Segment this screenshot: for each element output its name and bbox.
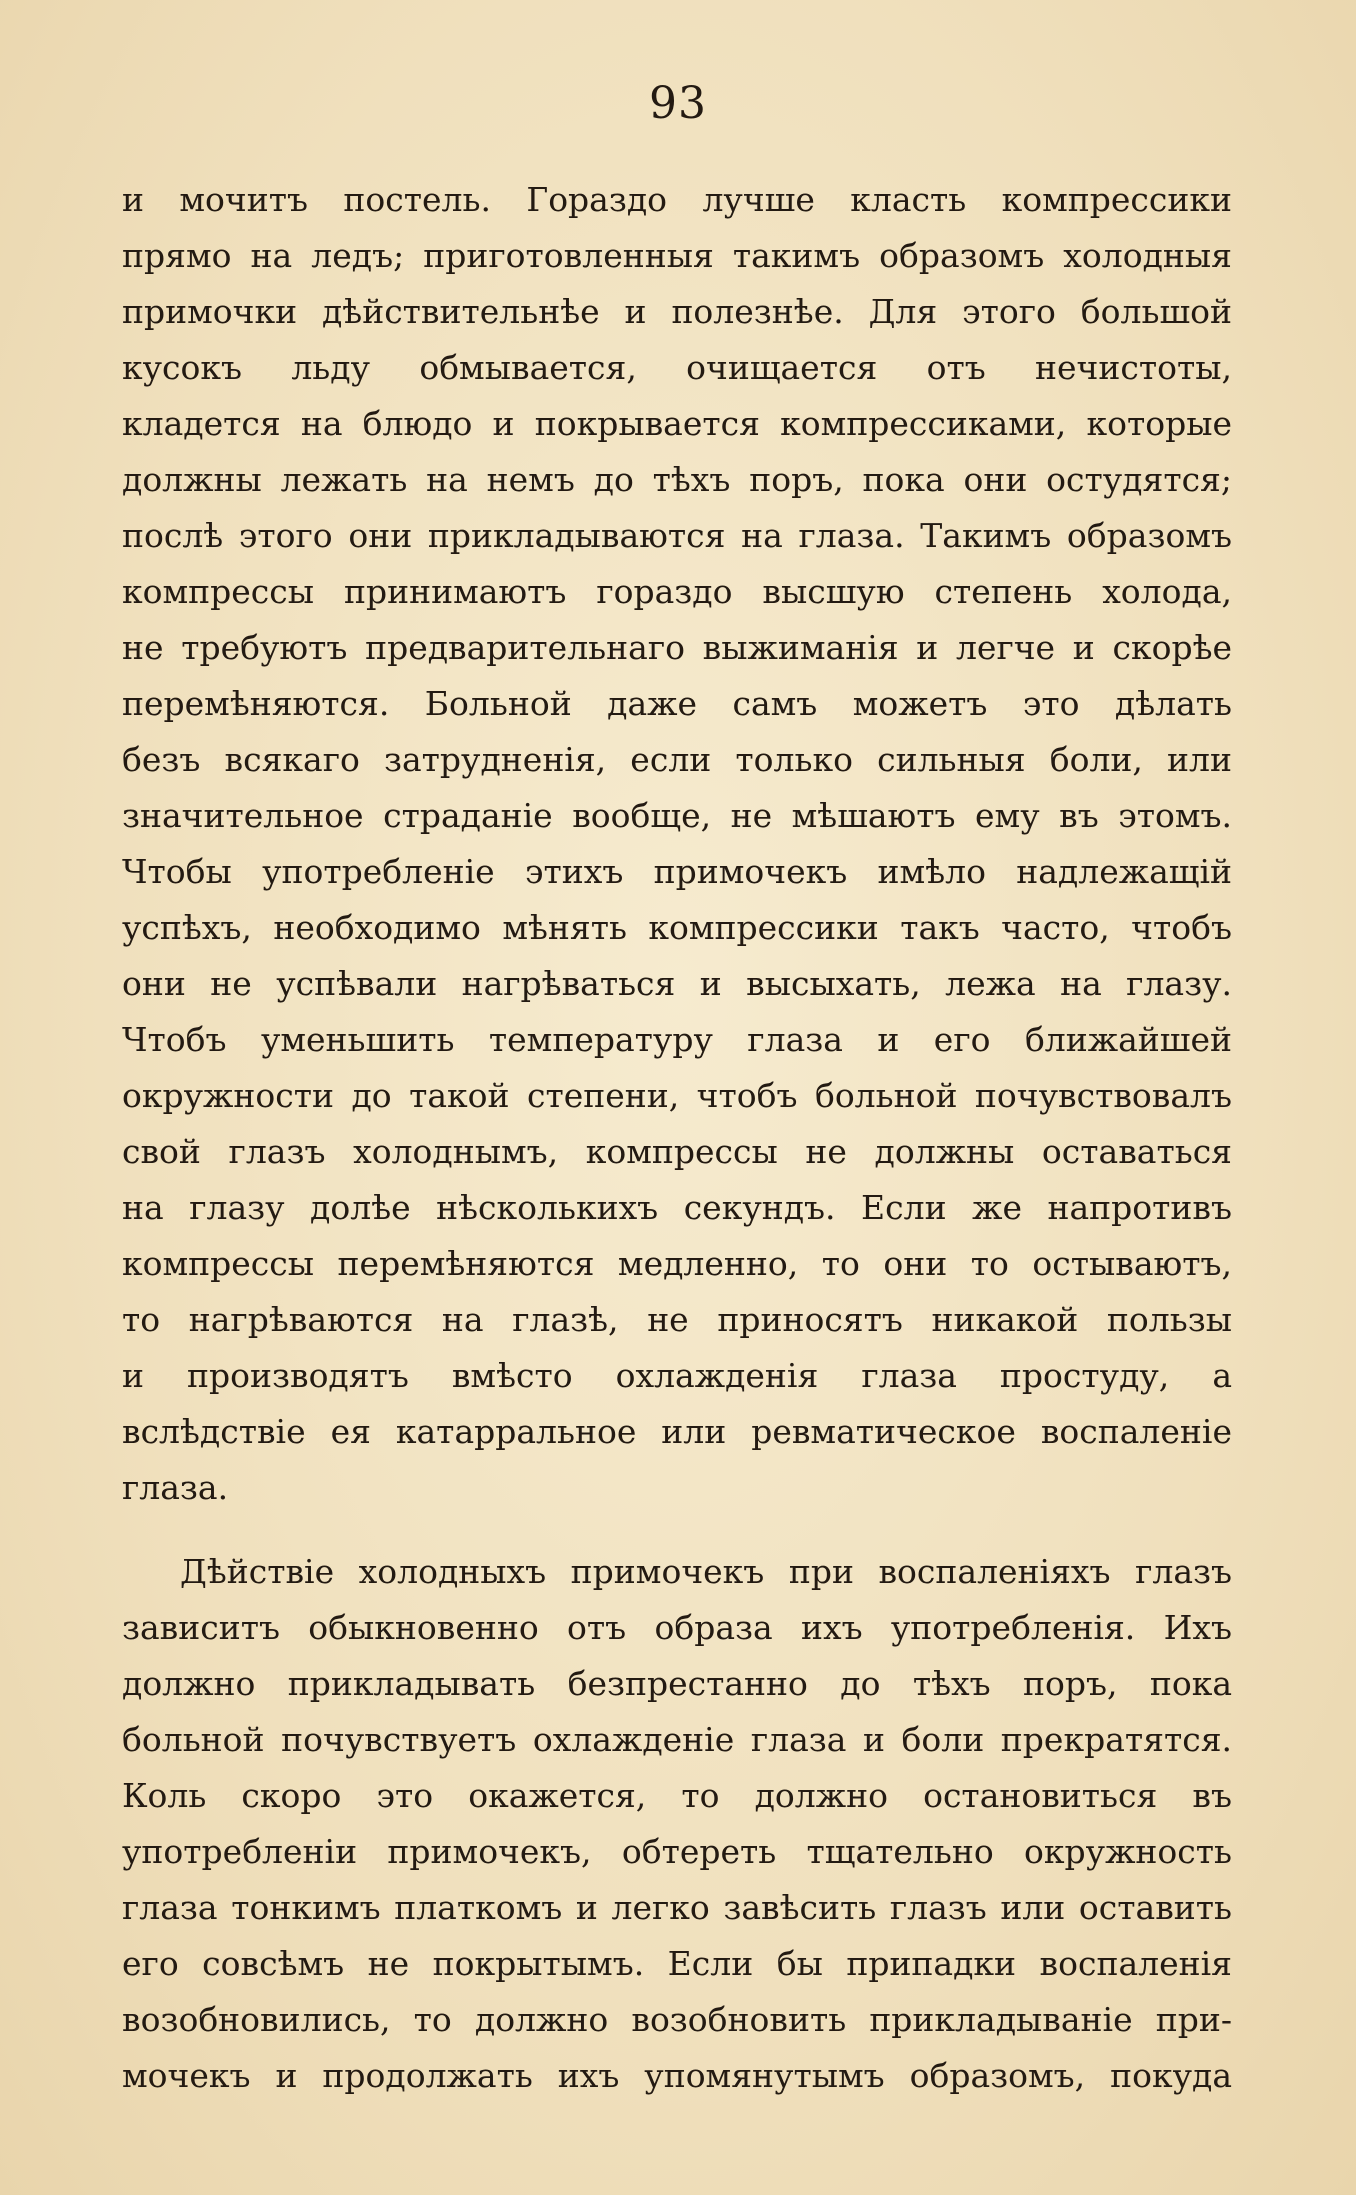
text-line: послѣ этого они прикладываются на глаза. Такимъ образомъ [122, 516, 1232, 555]
text-line: примочки дѣйствительнѣе и полезнѣе. Для этого большой [122, 292, 1232, 331]
text-line: компрессы принимаютъ гораздо высшую степень холода, [122, 572, 1232, 611]
text-line: прямо на ледъ; приготовленныя такимъ образомъ холодныя [122, 236, 1232, 275]
text-line: компрессы перемѣняются медленно, то они то остываютъ, [122, 1244, 1232, 1283]
text-line: употребленіи примочекъ, обтереть тщательно окружность [122, 1832, 1232, 1871]
text-line: безъ всякаго затрудненія, если только сильныя боли, или [122, 740, 1232, 779]
paragraph-2 [122, 1544, 1232, 2104]
paragraph-1 [122, 172, 1232, 1516]
text-line: возобновились, то должно возобновить прикладываніе при- [122, 2000, 1232, 2039]
text-line: перемѣняются. Больной даже самъ можетъ это дѣлать [122, 684, 1232, 723]
text-line: глаза. [122, 1468, 229, 1507]
page-number: 93 [649, 78, 707, 129]
paragraph-gap [122, 1516, 1232, 1544]
text-line: значительное страданіе вообще, не мѣшаютъ ему въ этомъ. [122, 796, 1232, 835]
text-line: Коль скоро это окажется, то должно остановиться въ [122, 1776, 1232, 1815]
text-line: должны лежать на немъ до тѣхъ поръ, пока они остудятся; [122, 460, 1232, 499]
text-line: Дѣйствіе холодныхъ примочекъ при воспаленіяхъ глазъ [180, 1552, 1232, 1591]
text-line: не требуютъ предварительнаго выжиманія и легче и скорѣе [122, 628, 1232, 667]
text-line: больной почувствуетъ охлажденіе глаза и боли прекратятся. [122, 1720, 1232, 1759]
body-text [122, 172, 1232, 2104]
text-line: зависитъ обыкновенно отъ образа ихъ употребленія. Ихъ [122, 1608, 1232, 1647]
text-line: Чтобъ уменьшить температуру глаза и его ближайшей [122, 1020, 1232, 1059]
text-line: мочекъ и продолжать ихъ упомянутымъ образомъ, покуда [122, 2056, 1232, 2095]
text-line: они не успѣвали нагрѣваться и высыхать, лежа на глазу. [122, 964, 1232, 1003]
text-line: окружности до такой степени, чтобъ больной почувствовалъ [122, 1076, 1232, 1115]
text-line: и производятъ вмѣсто охлажденія глаза простуду, а [122, 1356, 1232, 1395]
text-line: то нагрѣваются на глазѣ, не приносятъ никакой пользы [122, 1300, 1232, 1339]
text-line: на глазу долѣе нѣсколькихъ секундъ. Если же напротивъ [122, 1188, 1232, 1227]
text-line: кладется на блюдо и покрывается компрессиками, которые [122, 404, 1232, 443]
text-line: должно прикладывать безпрестанно до тѣхъ поръ, пока [122, 1664, 1232, 1703]
text-line: и мочитъ постель. Гораздо лучше класть компрессики [122, 180, 1232, 219]
text-line: Чтобы употребленіе этихъ примочекъ имѣло надлежащій [122, 852, 1232, 891]
text-line: вслѣдствіе ея катарральное или ревматическое воспаленіе [122, 1412, 1232, 1451]
text-line: кусокъ льду обмывается, очищается отъ нечистоты, [122, 348, 1232, 387]
text-line: глаза тонкимъ платкомъ и легко завѣсить глазъ или оставить [122, 1888, 1232, 1927]
text-line: успѣхъ, необходимо мѣнять компрессики такъ часто, чтобъ [122, 908, 1232, 947]
text-line: его совсѣмъ не покрытымъ. Если бы припадки воспаленія [122, 1944, 1232, 1983]
text-line: свой глазъ холоднымъ, компрессы не должны оставаться [122, 1132, 1232, 1171]
